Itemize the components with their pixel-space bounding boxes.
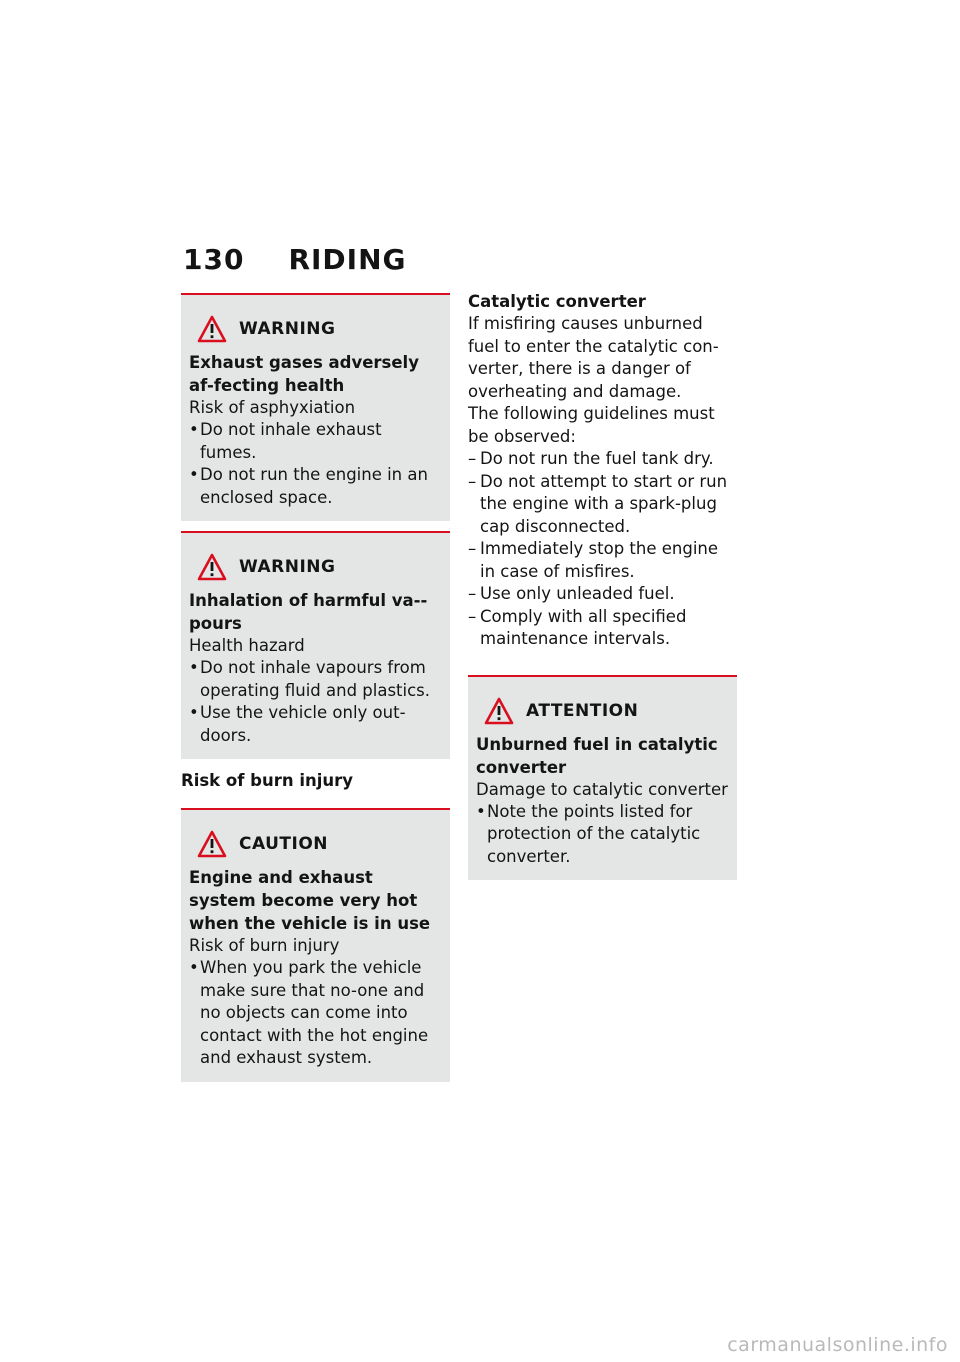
catalytic-converter-heading: Catalytic converter <box>468 292 646 311</box>
warning-list <box>189 657 442 747</box>
caution-list <box>189 957 442 1070</box>
warning-risk: Risk of asphyxiation <box>189 398 356 417</box>
list-item: • Use the vehicle only out-doors. <box>189 702 442 747</box>
caution-box <box>181 808 450 1082</box>
warning-box-exhaust <box>181 293 450 521</box>
left-column <box>181 293 450 1092</box>
caution-title: Engine and exhaust system become very hot when the vehicle is in use <box>189 868 431 933</box>
list-item: • Note the points listed for protection of the catalytic converter. <box>476 801 729 869</box>
caution-risk: Risk of burn injury <box>189 936 340 955</box>
caution-label: CAUTION <box>239 834 329 854</box>
warning-title: Inhalation of harmful va-pours <box>189 591 428 633</box>
catalytic-guidelines: The following guidelines must be observed: <box>468 404 715 446</box>
section-title: RIDING <box>288 243 407 276</box>
warning-box-vapours <box>181 531 450 759</box>
warning-risk: Health hazard <box>189 636 305 655</box>
list-item: – Do not run the fuel tank dry. <box>468 448 737 471</box>
warning-triangle-icon <box>484 697 514 725</box>
list-item: • Do not run the engine in an enclosed space. <box>189 464 442 509</box>
catalytic-intro: If misfiring causes unburned fuel to enter the catalytic con-verter, there is a danger of overheating and damage. <box>468 314 719 401</box>
warning-label: WARNING <box>239 319 336 339</box>
list-item: – Comply with all specified maintenance intervals. <box>468 606 737 651</box>
watermark: carmanualsonline.info <box>727 1334 948 1356</box>
warning-title: Exhaust gases adversely af-fecting health <box>189 353 419 395</box>
page-number: 130 <box>183 243 245 276</box>
warning-list <box>189 419 442 509</box>
list-item: – Immediately stop the engine in case of misfires. <box>468 538 737 583</box>
warning-label: WARNING <box>239 557 336 577</box>
list-item: • Do not inhale exhaust fumes. <box>189 419 442 464</box>
attention-label: ATTENTION <box>526 700 639 721</box>
attention-risk: Damage to catalytic converter <box>476 779 728 799</box>
warning-triangle-icon <box>197 830 227 858</box>
page-header <box>183 243 407 276</box>
list-item: – Do not attempt to start or run the engine with a spark-plug cap disconnected. <box>468 471 737 539</box>
list-item: – Use only unleaded fuel. <box>468 583 737 606</box>
warning-triangle-icon <box>197 553 227 581</box>
list-item: • When you park the vehicle make sure that no-one and no objects can come into contact with the hot engine and exhaust system. <box>189 957 442 1070</box>
burn-injury-heading: Risk of burn injury <box>181 771 354 790</box>
warning-triangle-icon <box>197 315 227 343</box>
attention-box <box>468 675 737 881</box>
guidelines-list <box>468 448 737 651</box>
right-column <box>468 290 737 890</box>
list-item: • Do not inhale vapours from operating fluid and plastics. <box>189 657 442 702</box>
attention-list <box>476 801 729 869</box>
attention-title: Unburned fuel in catalytic converter <box>476 734 718 777</box>
